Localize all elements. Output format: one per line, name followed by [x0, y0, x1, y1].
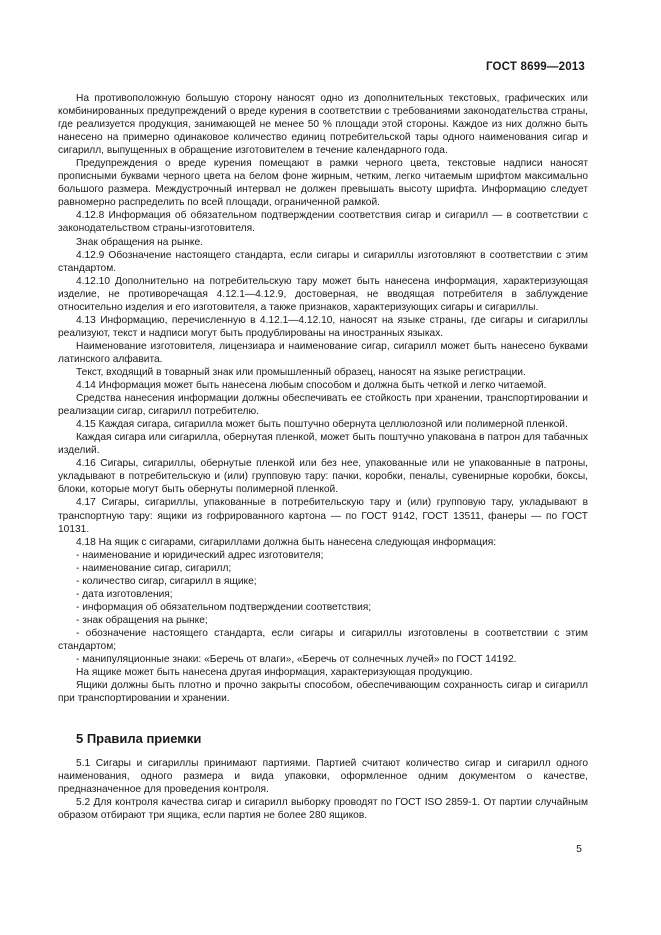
list-item: - наименование сигар, сигарилл;: [76, 562, 232, 574]
paragraph: На противоположную большую сторону наносят одно из дополнительных текстовых, графических или комбинированных предупреждений о вреде курения в соответствии с требованиями законодательства страны, где реализуется продукция, занимающей не менее 50 % площади этой стороны. Каждое из них должно быть нанесено на примерно одинаковое количество единиц потребительской тары одного наименования сигар и сигарилл, выпущенных в обращение изготовителем в течение календарного года.: [58, 93, 588, 157]
list-item: - манипуляционные знаки: «Беречь от влаги», «Беречь от солнечных лучей» по ГОСТ 14192.: [76, 654, 517, 666]
paragraph: 4.12.9 Обозначение настоящего стандарта, если сигары и сигариллы изготовляют в соответствии с этим стандартом.: [58, 249, 588, 274]
section-5-body: [58, 757, 588, 822]
list-item: - информация об обязательном подтверждении соответствия;: [76, 601, 372, 613]
paragraph: 5.2 Для контроля качества сигар и сигарилл выборку проводят по ГОСТ ISO 2859-1. От партии случайным образом отбирают три ящика, если партия не более 280 ящиков.: [58, 797, 588, 822]
list-item: - дата изготовления;: [76, 588, 173, 600]
section-title: 5 Правила приемки: [76, 731, 202, 747]
paragraph: 4.16 Сигары, сигариллы, обернутые пленкой или без нее, упакованные или не упакованные в патроны, укладывают в потребительскую и (или) групповую тару: пачки, коробки, пеналы, сувенирные коробки, боксы, блоки, которые могут быть обернуты полимерной пленкой.: [58, 458, 588, 496]
page-number: 5: [576, 843, 582, 855]
paragraphs-after: [58, 666, 588, 705]
paragraph: 4.15 Каждая сигара, сигарилла может быть поштучно обернута целлюлозной или полимерной пленкой.: [76, 419, 568, 431]
paragraph: 4.12.8 Информация об обязательном подтверждении соответствия сигар и сигарилл — в соответствии с законодательством страны-изготовителя.: [58, 210, 588, 235]
paragraph: Средства нанесения информации должны обеспечивать ее стойкость при хранении, транспортировании и реализации сигар, сигарилл потребителю.: [58, 393, 588, 418]
paragraph: 5.1 Сигары и сигариллы принимают партиями. Партией считают количество сигар и сигарилл одного наименования, одного размера и вида упаковки, оформленное одним документом о качестве, предназначенное для проведения контроля.: [58, 758, 588, 796]
document-body: [58, 92, 588, 822]
list-item: - знак обращения на рынке;: [76, 614, 208, 626]
paragraph: 4.14 Информация может быть нанесена любым способом и должна быть четкой и легко читаемой.: [76, 380, 547, 392]
paragraph: Текст, входящий в товарный знак или промышленный образец, наносят на языке регистрации.: [76, 366, 526, 378]
paragraph: Предупреждения о вреде курения помещают в рамки черного цвета, текстовые надписи наносят прописными буквами черного цвета на белом фоне жирным, четким, легко читаемым шрифтом максимально большого размера. Междустрочный интервал не должен превышать высоту шрифта. Информацию следует равномерно распределить по всей площади, ограниченной рамкой.: [58, 158, 588, 209]
paragraph: На ящике может быть нанесена другая информация, характеризующая продукцию.: [76, 667, 473, 679]
list-item: - наименование и юридический адрес изготовителя;: [76, 549, 324, 561]
paragraph: 4.12.10 Дополнительно на потребительскую тару может быть нанесена информация, характеризующая изделие, не противоречащая 4.12.1—4.12.9, достоверная, не вводящая потребителя в заблуждение относительно изделия и его изготовителя, а также признаков, характеризующих сигары и сигариллы.: [58, 275, 588, 313]
list-item: - количество сигар, сигарилл в ящике;: [76, 575, 257, 587]
paragraph: Наименование изготовителя, лицензиара и наименование сигар, сигарилл может быть нанесено буквами латинского алфавита.: [58, 340, 588, 365]
paragraph: Каждая сигара или сигарилла, обернутая пленкой, может быть поштучно упакована в патрон для табачных изделий.: [58, 432, 588, 457]
document-header: ГОСТ 8699—2013: [485, 61, 585, 73]
list-item: - обозначение настоящего стандарта, если сигары и сигариллы изготовлены в соответствии с этим стандартом;: [58, 627, 588, 652]
paragraph: 4.13 Информацию, перечисленную в 4.12.1—4.12.10, наносят на языке страны, где сигары и сигариллы реализуют, текст и надписи могут быть продублированы на иностранных языках.: [58, 314, 588, 339]
paragraph: Ящики должны быть плотно и прочно закрыты способом, обеспечивающим сохранность сигар и сигарилл при транспортировании и хранении.: [58, 680, 588, 705]
info-list: [58, 549, 588, 666]
paragraph: 4.18 На ящик с сигарами, сигариллами должна быть нанесена следующая информация:: [76, 536, 497, 548]
paragraphs-before: [58, 92, 588, 549]
paragraph: Знак обращения на рынке.: [76, 236, 203, 248]
paragraph: 4.17 Сигары, сигариллы, упакованные в потребительскую тару и (или) групповую тару, укладывают в транспортную тару: ящики из гофрированного картона — по ГОСТ 9142, ГОСТ 13511, фанеры — по ГОСТ 10131.: [58, 497, 588, 535]
